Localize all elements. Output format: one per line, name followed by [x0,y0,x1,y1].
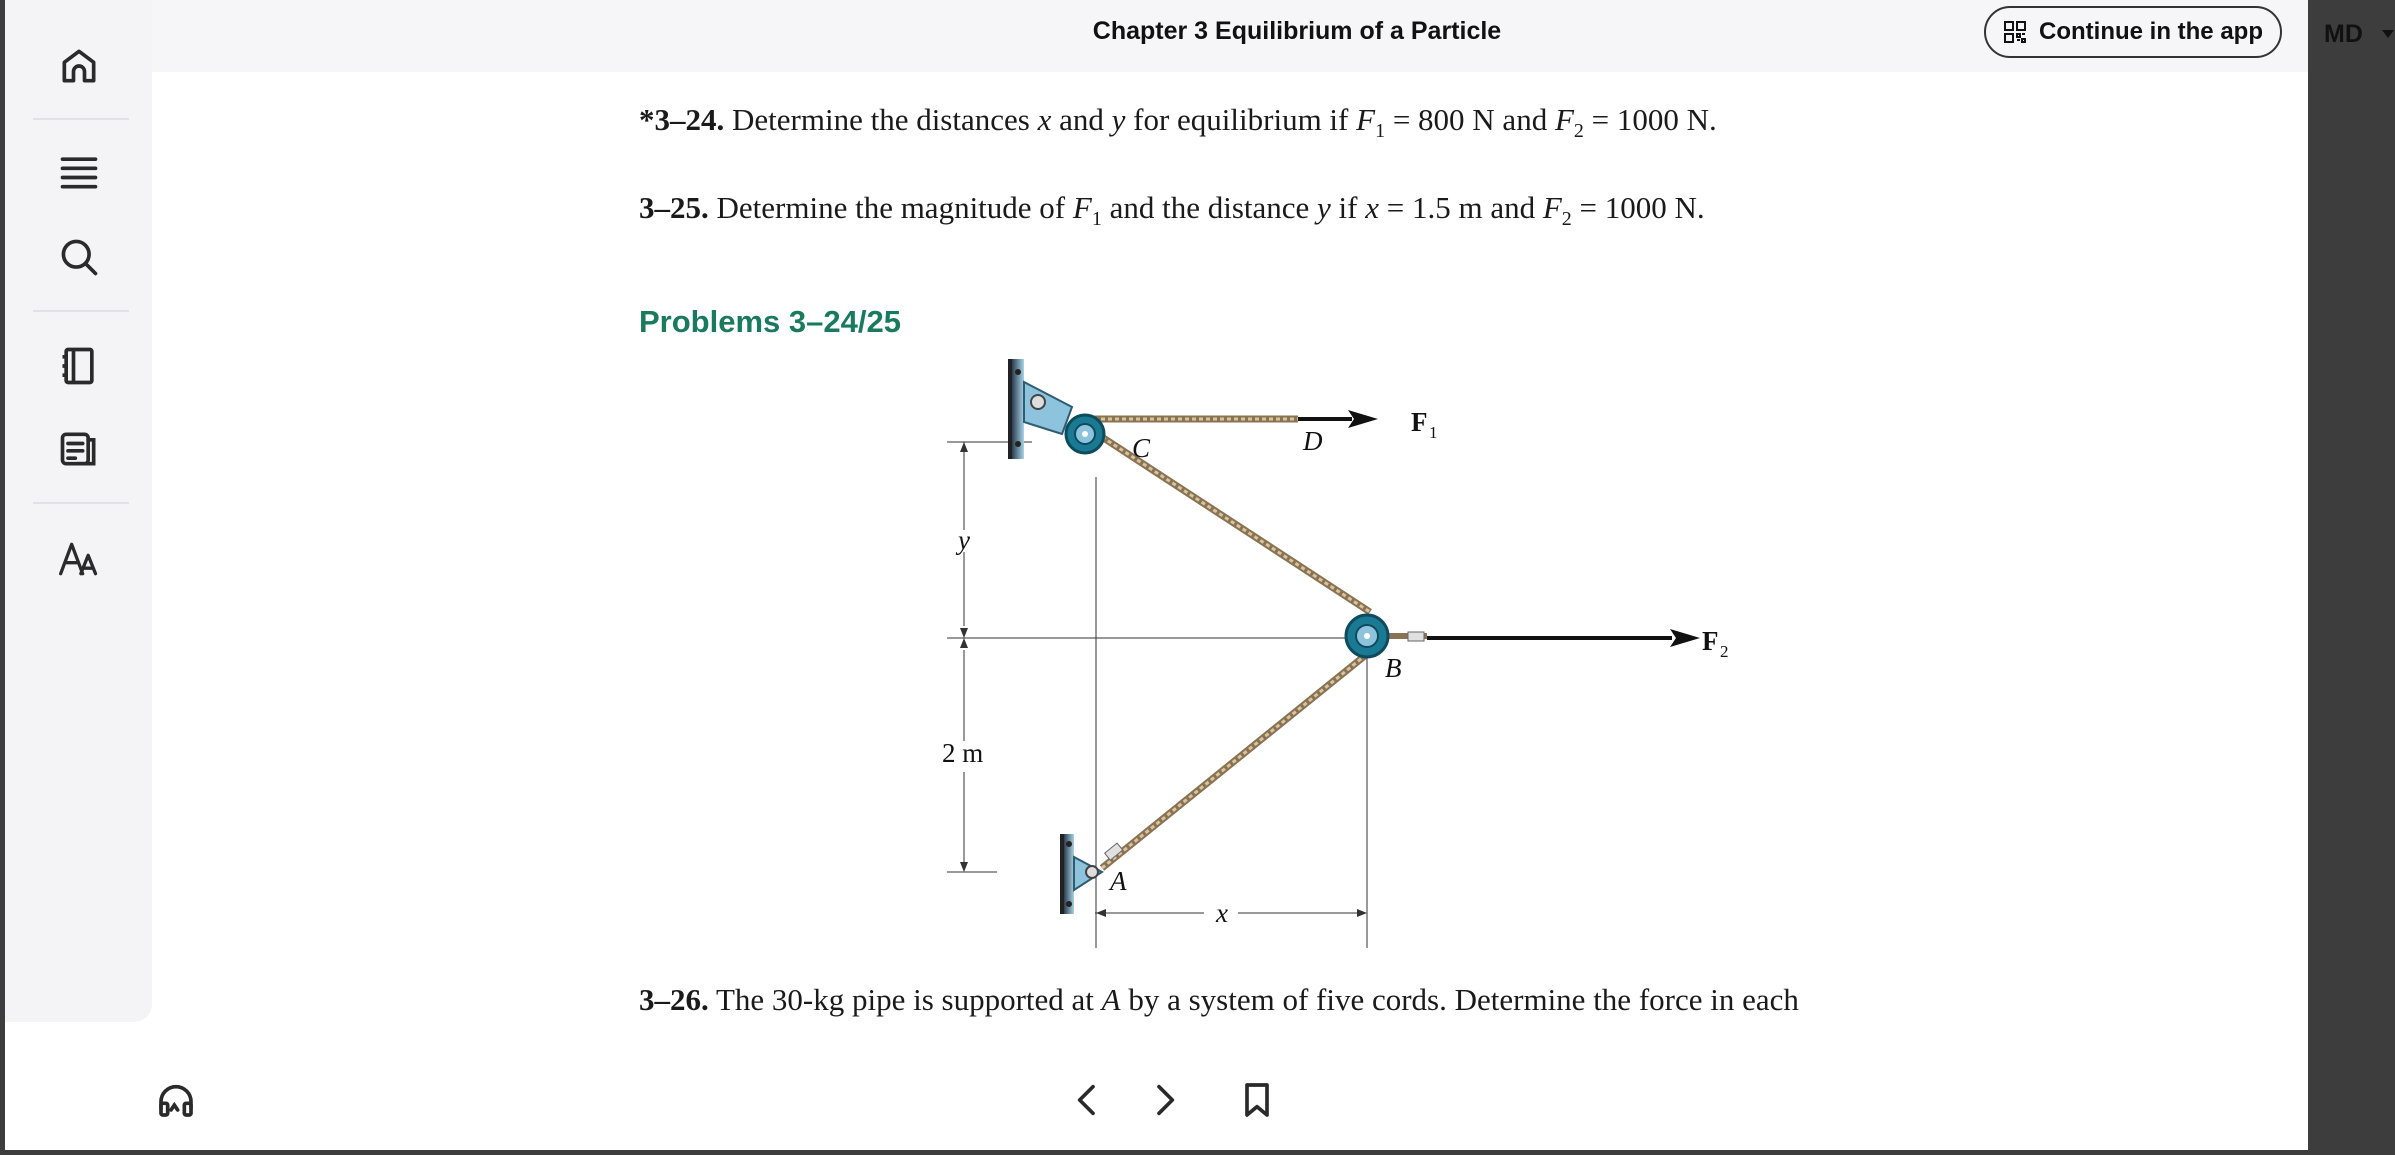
previous-page-icon [1068,1080,1108,1120]
rope-cb [1102,437,1370,612]
notebook-button[interactable] [50,337,108,395]
notebook-icon [57,344,101,388]
equilibrium-diagram [152,72,2308,1052]
user-menu[interactable] [2324,14,2395,54]
problem-text: for equilibrium if [1125,102,1357,137]
rope-b-clip [1408,632,1424,641]
sidebar-divider [33,310,129,312]
math-var: y [1111,102,1126,137]
support-c [1008,359,1104,459]
problem-number: *3–24. [639,102,725,137]
sidebar-divider [33,502,129,504]
math-var: F [1554,102,1574,137]
table-of-contents-icon [57,150,101,194]
label-y: y [958,525,970,555]
problem-number: 3–26. [639,982,709,1017]
label-f1: F [1411,407,1428,437]
chevron-down-icon [2381,29,2395,39]
math-var: F [1542,190,1562,225]
problem-text: if [1330,190,1366,225]
chapter-title: Chapter 3 Equilibrium of a Particle [1092,17,1502,45]
bookmark-icon [1237,1080,1277,1120]
headphones-icon [156,1080,196,1120]
math-var: y [1317,190,1331,225]
label-d: D [1303,426,1323,456]
math-var: F [1072,190,1092,225]
reader-content [152,72,2308,1052]
math-var: F [1356,102,1376,137]
force-f2-arrowhead [1670,629,1700,647]
table-of-contents-button[interactable] [50,143,108,201]
next-page-icon [1144,1080,1184,1120]
problem-text: Determine the magnitude of [708,190,1073,225]
top-bar [152,0,2363,72]
flashcards-icon [57,427,101,471]
label-f1-sub: 1 [1429,423,1438,442]
problem-text: and the distance [1101,190,1318,225]
problem-3-26 [639,982,2039,1018]
sidebar-divider [33,118,129,120]
math-var: x [1365,190,1379,225]
dimension-lines [947,442,1367,948]
problem-text: = 800 N and [1385,102,1555,137]
text-settings-icon [57,537,101,581]
continue-in-app-button[interactable] [1984,6,2282,58]
problem-text: by a system of five cords. Determine the force in each [1120,982,1799,1017]
problem-text: Determine the distances [724,102,1038,137]
force-f1-arrowhead [1348,410,1378,428]
problem-text: The 30-kg pipe is supported at [708,982,1102,1017]
math-subscript: 1 [1091,208,1102,231]
label-2m: 2 m [942,738,984,768]
label-f2: F [1702,626,1719,656]
qr-code-icon [2003,20,2027,44]
dimension-arrowheads [960,442,1367,917]
sidebar [5,0,152,1022]
bookmark-button[interactable] [1231,1074,1283,1126]
search-button[interactable] [50,228,108,286]
math-subscript: 2 [1573,120,1584,143]
text-settings-button[interactable] [50,530,108,588]
rope-ab [1102,650,1372,868]
problem-number: 3–25. [639,190,709,225]
math-var: x [1037,102,1052,137]
label-a: A [1110,866,1127,896]
label-x: x [1216,898,1228,928]
problem-text: = 1000 N. [1571,190,1705,225]
home-icon [57,44,101,88]
home-button[interactable] [50,37,108,95]
figure-caption: Problems 3–24/25 [639,304,901,339]
pulley-b [1346,615,1388,657]
continue-in-app-label: Continue in the app [2039,18,2263,45]
math-subscript: 2 [1561,208,1572,231]
math-var: A [1101,982,1121,1017]
label-f2-sub: 2 [1720,642,1729,661]
bottom-toolbar [5,1052,2308,1150]
label-c: C [1132,433,1151,463]
math-subscript: 1 [1375,120,1386,143]
problem-text: = 1000 N. [1583,102,1717,137]
user-initials: MD [2324,19,2363,48]
audio-button[interactable] [150,1074,202,1126]
next-page-button[interactable] [1138,1074,1190,1126]
previous-page-button[interactable] [1062,1074,1114,1126]
label-b: B [1385,653,1402,683]
problem-text: = 1.5 m and [1379,190,1543,225]
flashcards-button[interactable] [50,420,108,478]
problem-text: and [1051,102,1112,137]
search-icon [57,235,101,279]
